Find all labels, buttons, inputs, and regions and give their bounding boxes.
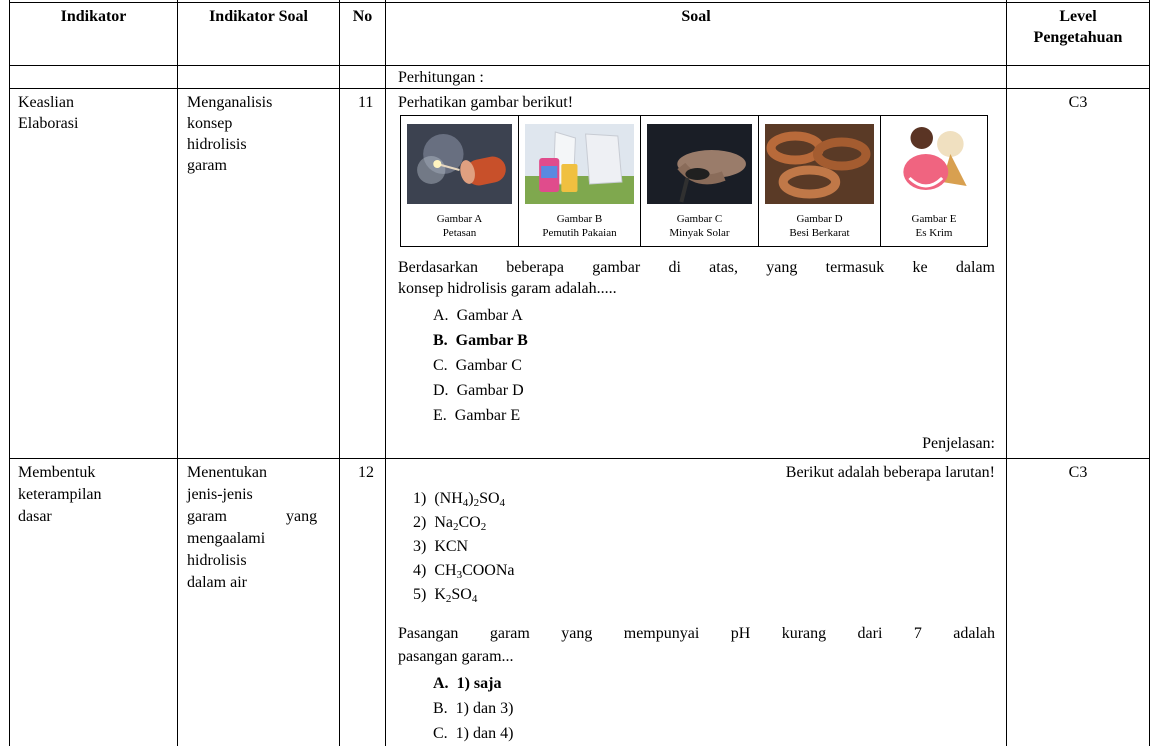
indikator-soal-text: jenis-jenis xyxy=(187,486,253,503)
image-caption xyxy=(519,212,640,240)
header-indikator-soal: Indikator Soal xyxy=(209,8,308,25)
option-text: Gambar C xyxy=(455,357,522,374)
option-text: Gambar B xyxy=(455,332,528,349)
indikator-text: keterampilan xyxy=(18,486,102,503)
image-caption xyxy=(881,212,987,240)
header-soal: Soal xyxy=(681,8,711,25)
indikator-text: Keaslian xyxy=(18,94,74,111)
image-caption xyxy=(401,212,518,240)
question-text: Berdasarkan beberapa gambar di atas, yang termasuk ke dalam xyxy=(398,259,995,276)
caption-label: Gambar B xyxy=(556,213,603,225)
image-cell xyxy=(401,116,519,246)
level-value: C3 xyxy=(1068,94,1088,111)
calculation-label: Perhitungan : xyxy=(398,69,484,86)
indikator-soal-text: garam xyxy=(187,508,227,525)
solution-item: 1) $(NH_4)_2SO_4$ xyxy=(413,490,506,509)
indikator-soal-text: dalam air xyxy=(187,574,247,591)
image-cell xyxy=(759,116,881,246)
explanation-label: Penjelasan: xyxy=(922,435,995,452)
indikator-soal-text: yang xyxy=(286,508,318,525)
header-level: Level xyxy=(1059,8,1097,25)
option-letter: B. xyxy=(433,332,448,349)
caption-label: Gambar D xyxy=(796,213,843,225)
option-text: 1) dan 4) xyxy=(455,725,514,742)
image-cell xyxy=(519,116,641,246)
image-cell xyxy=(881,116,987,246)
image-caption xyxy=(641,212,758,240)
indikator-text: dasar xyxy=(18,508,52,525)
solution-item: 5) $K_2SO_4$ xyxy=(413,586,478,605)
question-intro: Perhatikan gambar berikut! xyxy=(398,94,574,111)
diesel-oil-image xyxy=(647,124,752,204)
question-number: 11 xyxy=(358,94,374,111)
row-divider xyxy=(9,2,1149,3)
indikator-text: Elaborasi xyxy=(18,115,79,132)
question-text: konsep hidrolisis garam adalah..... xyxy=(398,280,617,297)
indikator-soal-text: mengaalami xyxy=(187,530,266,547)
option-a xyxy=(433,305,523,326)
row-divider xyxy=(9,65,1149,66)
solution-number: 2) xyxy=(413,514,427,531)
caption-label: Gambar C xyxy=(676,213,723,225)
caption-label: Gambar A xyxy=(436,213,483,225)
table-border-right xyxy=(1149,0,1150,746)
caption-name: Es Krim xyxy=(915,227,953,239)
indikator-soal-text: Menentukan xyxy=(187,464,267,481)
option-letter: C. xyxy=(433,357,448,374)
option-a-correct xyxy=(433,673,501,694)
caption-name: Pemutih Pakaian xyxy=(542,227,617,239)
caption-name: Besi Berkarat xyxy=(789,227,850,239)
indikator-soal-text: konsep xyxy=(187,115,233,132)
option-letter: A. xyxy=(433,307,449,324)
option-text: Gambar E xyxy=(454,407,521,424)
table-border-left xyxy=(9,0,10,746)
caption-name: Minyak Solar xyxy=(669,227,730,239)
solution-number: 3) xyxy=(413,538,427,555)
image-strip xyxy=(400,115,988,247)
option-text: 1) saja xyxy=(456,675,502,692)
bleach-image xyxy=(525,124,634,204)
level-value: C3 xyxy=(1068,464,1088,481)
option-c xyxy=(433,723,513,744)
row-divider xyxy=(9,458,1149,459)
indikator-soal-text: hidrolisis xyxy=(187,552,247,569)
header-indikator: Indikator xyxy=(60,8,127,25)
question-intro: Berikut adalah beberapa larutan! xyxy=(785,464,995,481)
option-letter: A. xyxy=(433,675,449,692)
option-d xyxy=(433,380,524,401)
indikator-text: Membentuk xyxy=(18,464,96,481)
header-no: No xyxy=(352,8,373,25)
option-letter: D. xyxy=(433,382,449,399)
option-text: 1) dan 3) xyxy=(455,700,514,717)
rusty-iron-image xyxy=(765,124,874,204)
option-b xyxy=(433,698,513,719)
indikator-soal-text: hidrolisis xyxy=(187,136,247,153)
caption-name: Petasan xyxy=(442,227,477,239)
image-cell xyxy=(641,116,759,246)
solution-item xyxy=(413,536,468,557)
question-text: Pasangan garam yang mempunyai pH kurang dari 7 adalah xyxy=(398,625,995,642)
solution-number: 5) xyxy=(413,586,427,603)
solution-formula: KCN xyxy=(434,538,469,555)
image-caption xyxy=(759,212,880,240)
option-letter: E. xyxy=(433,407,447,424)
header-level: Pengetahuan xyxy=(1033,29,1123,46)
indikator-soal-text: garam xyxy=(187,157,227,174)
column-divider xyxy=(177,0,178,746)
question-number: 12 xyxy=(358,464,374,481)
option-c xyxy=(433,355,522,376)
ice-cream-image xyxy=(887,124,981,204)
column-divider xyxy=(339,0,340,746)
option-letter: C. xyxy=(433,725,448,742)
option-letter: B. xyxy=(433,700,448,717)
solution-number: 1) xyxy=(413,490,427,507)
solution-item: 4) $CH_3COONa$ xyxy=(413,562,515,581)
option-text: Gambar D xyxy=(456,382,524,399)
column-divider xyxy=(385,0,386,746)
indikator-soal-text: Menganalisis xyxy=(187,94,273,111)
option-b-correct xyxy=(433,330,528,351)
solution-item: 2) $Na_2CO_2$ xyxy=(413,514,487,533)
option-e xyxy=(433,405,520,426)
option-text: Gambar A xyxy=(456,307,523,324)
caption-label: Gambar E xyxy=(911,213,957,225)
row-divider xyxy=(9,88,1149,89)
solution-number: 4) xyxy=(413,562,427,579)
question-text: pasangan garam... xyxy=(398,648,514,665)
firecracker-image xyxy=(407,124,512,204)
